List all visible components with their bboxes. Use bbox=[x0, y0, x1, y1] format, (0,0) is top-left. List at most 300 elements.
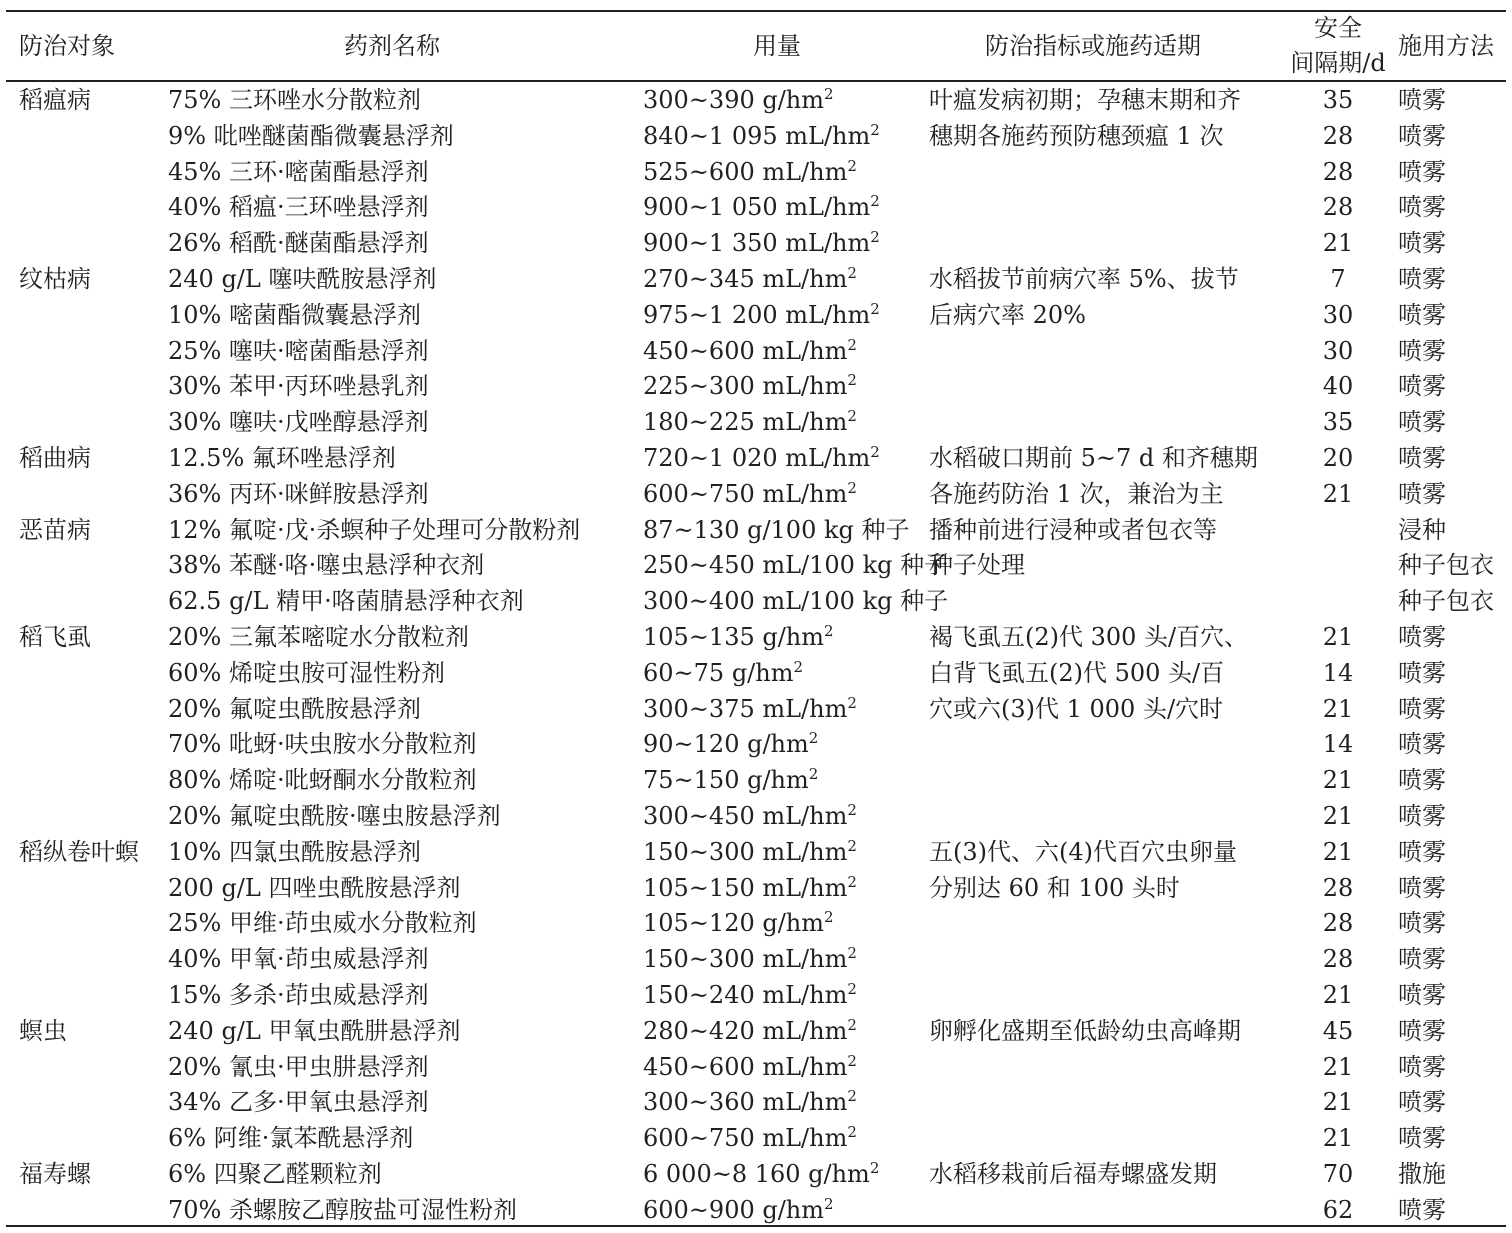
row-method-text: 喷雾 bbox=[1398, 801, 1446, 830]
row-dose bbox=[643, 1016, 857, 1046]
row-dose-text: 975~1 200 mL/hm bbox=[643, 300, 871, 329]
row-safe-interval bbox=[1296, 837, 1380, 867]
table-row bbox=[0, 1084, 1512, 1120]
dose-unit-exponent: 2 bbox=[793, 657, 804, 676]
row-dose bbox=[643, 228, 880, 258]
row-dose-text: 225~300 mL/hm bbox=[643, 372, 848, 401]
row-target bbox=[19, 443, 91, 473]
row-safe-interval-text: 30 bbox=[1322, 300, 1354, 329]
header-index: 防治指标或施药适期 bbox=[985, 32, 1201, 60]
table-row bbox=[0, 404, 1512, 440]
table-row bbox=[0, 1156, 1512, 1192]
row-index bbox=[929, 85, 1241, 115]
row-method bbox=[1398, 908, 1446, 938]
row-index-text: 各施药防治 1 次，兼治为主 bbox=[929, 479, 1224, 508]
dose-unit-exponent: 2 bbox=[847, 1087, 857, 1106]
row-method bbox=[1398, 1159, 1446, 1189]
dose-unit-exponent: 2 bbox=[847, 1051, 857, 1070]
table-row bbox=[0, 189, 1512, 225]
row-method bbox=[1398, 586, 1494, 616]
row-index-text: 白背飞虱五(2)代 500 头/百 bbox=[929, 658, 1225, 687]
row-index-text: 水稻移栽前后福寿螺盛发期 bbox=[929, 1159, 1217, 1188]
row-agent-text: 240 g/L 噻呋酰胺悬浮剂 bbox=[168, 264, 437, 293]
table-row bbox=[0, 619, 1512, 655]
dose-unit-exponent: 2 bbox=[847, 836, 857, 855]
row-agent bbox=[168, 157, 429, 187]
dose-unit-exponent: 2 bbox=[824, 1194, 834, 1213]
row-index bbox=[929, 264, 1239, 294]
row-target-text: 稻瘟病 bbox=[19, 86, 91, 114]
row-dose bbox=[643, 192, 880, 222]
row-safe-interval bbox=[1296, 873, 1380, 903]
row-dose-text: 600~750 mL/hm bbox=[643, 1124, 848, 1153]
row-index bbox=[929, 300, 1086, 330]
row-method bbox=[1398, 658, 1446, 688]
row-method-text: 喷雾 bbox=[1398, 86, 1446, 114]
row-safe-interval bbox=[1296, 1123, 1380, 1153]
row-target-text: 恶苗病 bbox=[19, 515, 91, 544]
row-dose bbox=[643, 1159, 879, 1189]
row-method bbox=[1398, 837, 1446, 867]
row-target bbox=[19, 264, 91, 294]
row-dose-text: 105~135 g/hm bbox=[643, 622, 825, 651]
dose-unit-exponent: 2 bbox=[847, 693, 857, 712]
dose-unit-exponent: 2 bbox=[870, 228, 880, 247]
table-row bbox=[0, 1192, 1512, 1228]
row-safe-interval-text: 21 bbox=[1322, 1124, 1354, 1153]
row-index-text: 水稻拔节前病穴率 5%、拔节 bbox=[929, 264, 1239, 293]
row-agent-text: 38% 苯醚·咯·噻虫悬浮种衣剂 bbox=[168, 551, 485, 580]
header-target: 防治对象 bbox=[19, 32, 115, 60]
row-method-text: 喷雾 bbox=[1398, 1016, 1446, 1045]
row-agent bbox=[168, 622, 469, 652]
table-row bbox=[0, 297, 1512, 333]
table-row bbox=[0, 261, 1512, 297]
dose-unit-exponent: 2 bbox=[824, 85, 834, 103]
dose-unit-exponent: 2 bbox=[808, 765, 819, 784]
table-row bbox=[0, 333, 1512, 369]
row-dose-text: 150~240 mL/hm bbox=[643, 980, 848, 1009]
row-agent-text: 20% 氟啶虫酰胺·噻虫胺悬浮剂 bbox=[168, 801, 501, 830]
row-index bbox=[929, 479, 1224, 509]
row-safe-interval bbox=[1296, 1052, 1380, 1082]
dose-unit-exponent: 2 bbox=[870, 442, 880, 461]
row-safe-interval bbox=[1296, 371, 1380, 401]
row-agent-text: 45% 三环·嘧菌酯悬浮剂 bbox=[168, 157, 429, 186]
row-dose-text: 6 000~8 160 g/hm bbox=[643, 1159, 870, 1188]
row-method-text: 喷雾 bbox=[1398, 229, 1446, 258]
dose-unit-exponent: 2 bbox=[870, 120, 880, 139]
row-agent bbox=[168, 1052, 429, 1082]
row-agent bbox=[168, 837, 421, 867]
row-dose-text: 180~225 mL/hm bbox=[643, 408, 848, 437]
dose-unit-exponent: 2 bbox=[847, 335, 857, 354]
row-agent bbox=[168, 658, 445, 688]
row-agent-text: 40% 稻瘟·三环唑悬浮剂 bbox=[168, 193, 429, 222]
row-method bbox=[1398, 157, 1446, 187]
row-safe-interval bbox=[1296, 1159, 1380, 1189]
row-dose-text: 720~1 020 mL/hm bbox=[643, 443, 871, 472]
row-agent-text: 200 g/L 四唑虫酰胺悬浮剂 bbox=[168, 873, 461, 902]
row-safe-interval bbox=[1296, 694, 1380, 724]
table-row bbox=[0, 154, 1512, 190]
row-agent bbox=[168, 407, 429, 437]
row-dose bbox=[643, 336, 857, 366]
table-row bbox=[0, 941, 1512, 977]
row-safe-interval-text: 35 bbox=[1322, 408, 1354, 437]
row-index bbox=[929, 1159, 1217, 1189]
row-agent bbox=[168, 765, 477, 795]
row-dose-text: 600~900 g/hm bbox=[643, 1195, 825, 1224]
row-dose bbox=[643, 1052, 857, 1082]
row-agent-text: 30% 苯甲·丙环唑悬乳剂 bbox=[168, 372, 429, 401]
table-body bbox=[0, 82, 1512, 1228]
row-agent-text: 9% 吡唑醚菌酯微囊悬浮剂 bbox=[168, 121, 454, 150]
row-agent bbox=[168, 980, 429, 1010]
row-dose bbox=[643, 407, 857, 437]
row-dose-text: 105~120 g/hm bbox=[643, 909, 825, 938]
row-index bbox=[929, 622, 1248, 652]
row-agent-text: 20% 氟啶虫酰胺悬浮剂 bbox=[168, 694, 421, 723]
row-target bbox=[19, 1159, 91, 1189]
dose-unit-exponent: 2 bbox=[847, 407, 857, 426]
row-method-text: 喷雾 bbox=[1398, 694, 1446, 723]
dose-unit-exponent: 2 bbox=[847, 371, 857, 390]
row-dose-text: 300~360 mL/hm bbox=[643, 1088, 848, 1117]
row-method bbox=[1398, 264, 1446, 294]
row-safe-interval-text: 21 bbox=[1322, 1052, 1354, 1081]
table-row bbox=[0, 726, 1512, 762]
row-method-text: 种子包衣 bbox=[1398, 587, 1494, 616]
row-method bbox=[1398, 873, 1446, 903]
row-target-text: 福寿螺 bbox=[19, 1159, 91, 1188]
table-row bbox=[0, 834, 1512, 870]
row-dose bbox=[643, 371, 857, 401]
row-dose-text: 90~120 g/hm bbox=[643, 730, 809, 759]
row-agent bbox=[168, 228, 429, 258]
row-method-text: 喷雾 bbox=[1398, 193, 1446, 222]
row-method bbox=[1398, 980, 1446, 1010]
row-safe-interval-text: 21 bbox=[1322, 1088, 1354, 1117]
row-dose-text: 150~300 mL/hm bbox=[643, 945, 848, 974]
row-safe-interval bbox=[1296, 658, 1380, 688]
row-dose bbox=[643, 85, 834, 115]
row-agent bbox=[168, 873, 460, 903]
row-method bbox=[1398, 515, 1446, 545]
row-dose bbox=[643, 550, 948, 580]
table-row bbox=[0, 547, 1512, 583]
table-row bbox=[0, 691, 1512, 727]
row-safe-interval-text: 40 bbox=[1322, 372, 1354, 401]
header-safe-line2: 间隔期/d bbox=[1290, 49, 1386, 77]
row-agent-text: 30% 噻呋·戊唑醇悬浮剂 bbox=[168, 408, 429, 437]
row-dose-text: 280~420 mL/hm bbox=[643, 1016, 848, 1045]
row-dose bbox=[643, 1087, 857, 1117]
row-target bbox=[19, 837, 139, 867]
row-dose-text: 250~450 mL/100 kg 种子 bbox=[643, 551, 949, 580]
row-agent-text: 75% 三环唑水分散粒剂 bbox=[168, 86, 421, 114]
row-method bbox=[1398, 801, 1446, 831]
table-row bbox=[0, 440, 1512, 476]
row-method bbox=[1398, 85, 1446, 115]
row-agent bbox=[168, 1087, 429, 1117]
row-agent bbox=[168, 515, 580, 545]
row-safe-interval-text: 21 bbox=[1322, 694, 1354, 723]
row-index bbox=[929, 121, 1224, 151]
row-target-text: 稻飞虱 bbox=[19, 622, 91, 651]
row-safe-interval bbox=[1296, 85, 1380, 115]
row-method bbox=[1398, 944, 1446, 974]
row-target-text: 纹枯病 bbox=[19, 264, 91, 293]
row-safe-interval bbox=[1296, 192, 1380, 222]
row-dose-text: 840~1 095 mL/hm bbox=[643, 121, 871, 150]
row-dose bbox=[643, 443, 880, 473]
row-target bbox=[19, 1016, 67, 1046]
dose-unit-exponent: 2 bbox=[824, 621, 834, 640]
row-safe-interval bbox=[1296, 479, 1380, 509]
row-agent bbox=[168, 192, 429, 222]
table-row bbox=[0, 798, 1512, 834]
row-method bbox=[1398, 729, 1446, 759]
row-agent bbox=[168, 1195, 517, 1225]
row-method bbox=[1398, 622, 1446, 652]
row-index bbox=[929, 443, 1258, 473]
row-method-text: 喷雾 bbox=[1398, 121, 1446, 150]
row-safe-interval bbox=[1296, 407, 1380, 437]
row-agent bbox=[168, 264, 436, 294]
row-dose bbox=[643, 765, 818, 795]
dose-unit-exponent: 2 bbox=[847, 156, 857, 175]
row-dose bbox=[643, 694, 857, 724]
row-agent bbox=[168, 586, 524, 616]
row-agent-text: 36% 丙环·咪鲜胺悬浮剂 bbox=[168, 479, 429, 508]
row-method-text: 喷雾 bbox=[1398, 157, 1446, 186]
row-agent-text: 20% 三氟苯嘧啶水分散粒剂 bbox=[168, 622, 469, 651]
row-safe-interval-text: 45 bbox=[1322, 1016, 1354, 1045]
row-index bbox=[929, 550, 1025, 580]
table-row bbox=[0, 762, 1512, 798]
row-safe-interval-text: 21 bbox=[1322, 766, 1354, 795]
row-agent-text: 6% 阿维·氯苯酰悬浮剂 bbox=[168, 1124, 414, 1153]
row-method-text: 喷雾 bbox=[1398, 1124, 1446, 1153]
row-index-text: 叶瘟发病初期；孕穗末期和齐 bbox=[929, 86, 1241, 114]
row-dose-text: 150~300 mL/hm bbox=[643, 837, 848, 866]
row-safe-interval bbox=[1296, 1016, 1380, 1046]
row-dose bbox=[643, 586, 948, 616]
table-row bbox=[0, 225, 1512, 261]
row-safe-interval bbox=[1296, 908, 1380, 938]
row-safe-interval-text: 35 bbox=[1322, 86, 1354, 114]
row-agent-text: 15% 多杀·茚虫威悬浮剂 bbox=[168, 980, 429, 1009]
row-method-text: 种子包衣 bbox=[1398, 551, 1494, 580]
dose-unit-exponent: 2 bbox=[870, 192, 880, 211]
table-row bbox=[0, 905, 1512, 941]
row-agent bbox=[168, 85, 421, 115]
row-method bbox=[1398, 1016, 1446, 1046]
row-agent bbox=[168, 1016, 460, 1046]
row-agent bbox=[168, 550, 484, 580]
row-safe-interval bbox=[1296, 801, 1380, 831]
row-safe-interval-text: 28 bbox=[1322, 121, 1354, 150]
row-index-text: 水稻破口期前 5~7 d 和齐穗期 bbox=[929, 443, 1258, 472]
row-dose-text: 525~600 mL/hm bbox=[643, 157, 848, 186]
dose-unit-exponent: 2 bbox=[869, 1158, 880, 1177]
row-method bbox=[1398, 192, 1446, 222]
table-row bbox=[0, 512, 1512, 548]
row-agent-text: 70% 吡蚜·呋虫胺水分散粒剂 bbox=[168, 730, 477, 759]
row-dose-text: 450~600 mL/hm bbox=[643, 1052, 848, 1081]
row-safe-interval bbox=[1296, 944, 1380, 974]
row-safe-interval bbox=[1296, 729, 1380, 759]
row-target-text: 稻曲病 bbox=[19, 443, 91, 472]
row-dose-text: 900~1 050 mL/hm bbox=[643, 193, 871, 222]
row-target bbox=[19, 622, 91, 652]
row-index-text: 后病穴率 20% bbox=[929, 300, 1086, 329]
row-dose bbox=[643, 944, 857, 974]
row-dose bbox=[643, 1195, 834, 1225]
table-row bbox=[0, 118, 1512, 154]
row-index-text: 播种前进行浸种或者包衣等 bbox=[929, 515, 1217, 544]
row-method bbox=[1398, 300, 1446, 330]
row-agent bbox=[168, 443, 396, 473]
row-method bbox=[1398, 694, 1446, 724]
row-dose bbox=[643, 873, 857, 903]
row-method bbox=[1398, 765, 1446, 795]
row-dose-text: 270~345 mL/hm bbox=[643, 264, 848, 293]
row-agent-text: 20% 氰虫·甲虫肼悬浮剂 bbox=[168, 1052, 429, 1081]
row-safe-interval bbox=[1296, 157, 1380, 187]
row-agent bbox=[168, 694, 421, 724]
row-dose bbox=[643, 300, 880, 330]
row-method-text: 喷雾 bbox=[1398, 622, 1446, 651]
row-agent bbox=[168, 371, 429, 401]
row-agent-text: 10% 四氯虫酰胺悬浮剂 bbox=[168, 837, 421, 866]
row-index-text: 分别达 60 和 100 头时 bbox=[929, 873, 1180, 902]
row-agent-text: 6% 四聚乙醛颗粒剂 bbox=[168, 1159, 382, 1188]
row-agent-text: 240 g/L 甲氧虫酰肼悬浮剂 bbox=[168, 1016, 461, 1045]
row-method-text: 喷雾 bbox=[1398, 730, 1446, 759]
row-agent bbox=[168, 336, 429, 366]
row-agent-text: 12.5% 氟环唑悬浮剂 bbox=[168, 443, 396, 472]
row-agent-text: 25% 噻呋·嘧菌酯悬浮剂 bbox=[168, 336, 429, 365]
row-method bbox=[1398, 1123, 1446, 1153]
row-dose bbox=[643, 515, 910, 545]
row-safe-interval bbox=[1296, 1087, 1380, 1117]
dose-unit-exponent: 2 bbox=[808, 729, 819, 748]
row-method-text: 喷雾 bbox=[1398, 372, 1446, 401]
row-safe-interval-text: 28 bbox=[1322, 945, 1354, 974]
row-method bbox=[1398, 336, 1446, 366]
row-agent bbox=[168, 1123, 413, 1153]
row-safe-interval-text: 28 bbox=[1322, 909, 1354, 938]
row-agent bbox=[168, 908, 477, 938]
row-dose-text: 105~150 mL/hm bbox=[643, 873, 848, 902]
row-dose bbox=[643, 801, 857, 831]
row-safe-interval bbox=[1296, 121, 1380, 151]
row-index bbox=[929, 1016, 1241, 1046]
row-safe-interval bbox=[1296, 980, 1380, 1010]
table-row bbox=[0, 977, 1512, 1013]
row-method-text: 喷雾 bbox=[1398, 443, 1446, 472]
row-agent-text: 12% 氟啶·戊·杀螟种子处理可分散粉剂 bbox=[168, 515, 581, 544]
row-safe-interval-text: 21 bbox=[1322, 479, 1354, 508]
row-index bbox=[929, 837, 1237, 867]
table-row bbox=[0, 82, 1512, 118]
row-safe-interval-text: 20 bbox=[1322, 443, 1354, 472]
table-row bbox=[0, 368, 1512, 404]
row-dose-text: 300~390 g/hm bbox=[643, 86, 825, 114]
table-row bbox=[0, 655, 1512, 691]
row-agent-text: 10% 嘧菌酯微囊悬浮剂 bbox=[168, 300, 421, 329]
table-row bbox=[0, 1049, 1512, 1085]
row-dose bbox=[643, 264, 857, 294]
row-index-text: 穴或六(3)代 1 000 头/穴时 bbox=[929, 694, 1224, 723]
row-target-text: 稻纵卷叶螟 bbox=[19, 837, 139, 866]
row-index-text: 五(3)代、六(4)代百穴虫卵量 bbox=[929, 837, 1237, 866]
table-row bbox=[0, 476, 1512, 512]
dose-unit-exponent: 2 bbox=[847, 800, 857, 819]
row-safe-interval-text: 30 bbox=[1322, 336, 1354, 365]
row-index-text: 种子处理 bbox=[929, 551, 1025, 580]
row-dose-text: 300~400 mL/100 kg 种子 bbox=[643, 587, 949, 616]
row-agent bbox=[168, 121, 454, 151]
row-dose-text: 300~450 mL/hm bbox=[643, 801, 848, 830]
row-index-text: 褐飞虱五(2)代 300 头/百穴、 bbox=[929, 622, 1249, 651]
dose-unit-exponent: 2 bbox=[847, 944, 857, 963]
row-dose bbox=[643, 479, 857, 509]
row-method bbox=[1398, 1195, 1446, 1225]
row-safe-interval-text: 21 bbox=[1322, 622, 1354, 651]
row-method-text: 喷雾 bbox=[1398, 1052, 1446, 1081]
row-safe-interval-text: 21 bbox=[1322, 801, 1354, 830]
row-method-text: 喷雾 bbox=[1398, 264, 1446, 293]
header-dose: 用量 bbox=[753, 32, 801, 60]
table-row bbox=[0, 1013, 1512, 1049]
row-dose-text: 450~600 mL/hm bbox=[643, 336, 848, 365]
row-dose bbox=[643, 121, 880, 151]
row-method-text: 喷雾 bbox=[1398, 980, 1446, 1009]
row-safe-interval-text: 28 bbox=[1322, 873, 1354, 902]
row-dose-text: 75~150 g/hm bbox=[643, 766, 809, 795]
table-row bbox=[0, 1120, 1512, 1156]
row-dose bbox=[643, 658, 803, 688]
row-dose bbox=[643, 622, 834, 652]
row-agent bbox=[168, 729, 477, 759]
row-safe-interval-text: 70 bbox=[1322, 1159, 1354, 1188]
row-safe-interval-text: 21 bbox=[1322, 229, 1354, 258]
row-safe-interval bbox=[1296, 765, 1380, 795]
row-safe-interval bbox=[1296, 1195, 1380, 1225]
row-method-text: 撒施 bbox=[1398, 1159, 1446, 1188]
row-agent-text: 80% 烯啶·吡蚜酮水分散粒剂 bbox=[168, 766, 477, 795]
dose-unit-exponent: 2 bbox=[870, 299, 880, 318]
row-safe-interval bbox=[1296, 264, 1380, 294]
row-safe-interval-text: 21 bbox=[1322, 837, 1354, 866]
row-dose bbox=[643, 980, 857, 1010]
dose-unit-exponent: 2 bbox=[847, 478, 857, 497]
row-method-text: 喷雾 bbox=[1398, 766, 1446, 795]
row-agent-text: 40% 甲氧·茚虫威悬浮剂 bbox=[168, 945, 429, 974]
row-agent-text: 34% 乙多·甲氧虫悬浮剂 bbox=[168, 1088, 429, 1117]
row-agent bbox=[168, 801, 501, 831]
table-top-rule bbox=[6, 10, 1506, 12]
row-safe-interval bbox=[1296, 336, 1380, 366]
row-safe-interval-text: 14 bbox=[1322, 730, 1354, 759]
row-method bbox=[1398, 371, 1446, 401]
row-dose-text: 300~375 mL/hm bbox=[643, 694, 848, 723]
row-safe-interval bbox=[1296, 443, 1380, 473]
row-dose bbox=[643, 729, 818, 759]
